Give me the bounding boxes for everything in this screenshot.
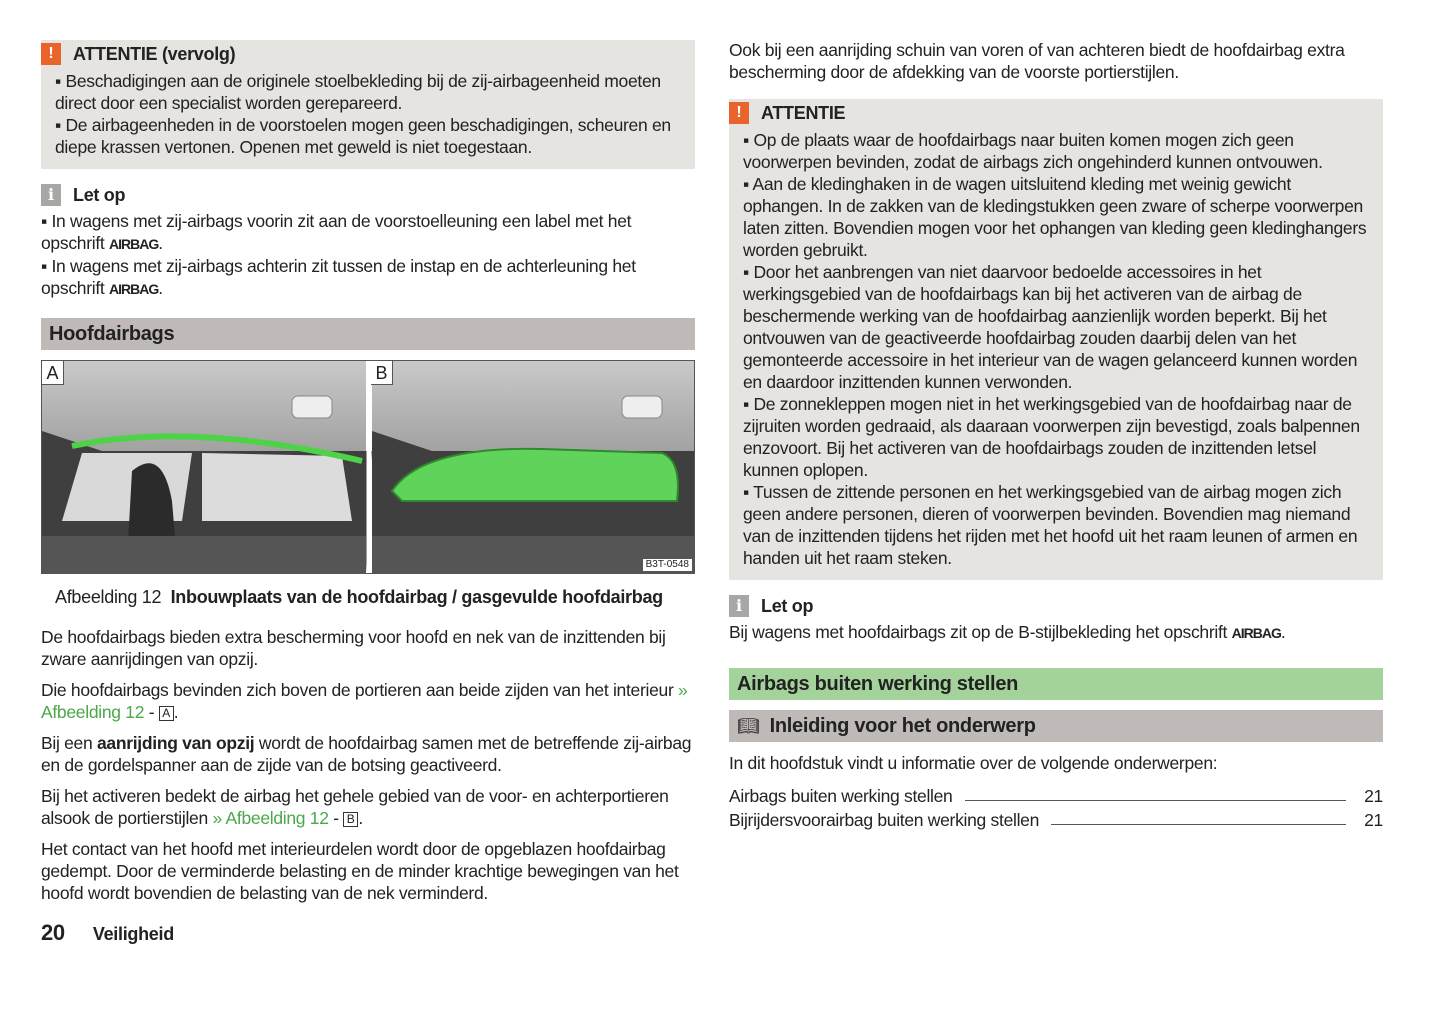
paragraph: Het contact van het hoofd met interieurdelen wordt door de opgeblazen hoofdairbag gedempt. Door de verminderde belasting en de minder krachtige bewegingen van het hoofd wordt bovendien de belasting van de nek verminderd. (41, 839, 679, 903)
punct: . (1280, 622, 1286, 642)
exclamation-icon: ! (729, 102, 749, 124)
warning-item: Door het aanbrengen van niet daarvoor bedoelde accessoires in het werkingsgebied van de hoofdairbags kan bij het activeren van de airbag de beschermende werking van de hoofdairbag aanzienlijk worden beperkt. Bij het ontvouwen van de geactiveerde hoofdairbag zouden daarbij delen van het gemonteerde accessoire in het interieur van de wagen gelanceerd kunnen worden en daardoor inzittenden kunnen verwonden. (743, 262, 1358, 392)
toc-page: 21 (1364, 786, 1383, 806)
toc-leader (1051, 824, 1346, 825)
figure-code: B3T-0548 (643, 559, 692, 571)
text: . (173, 702, 179, 722)
subsection-label: Inleiding voor het onderwerp (769, 715, 1036, 737)
figure-link[interactable]: » Afbeelding 12 (212, 808, 329, 828)
figure-12 (41, 360, 695, 574)
page-footer (41, 922, 695, 945)
section-title-hoofdairbags: Hoofdairbags (41, 318, 695, 350)
left-column (41, 40, 695, 945)
toc-entry[interactable] (729, 807, 1383, 831)
figure-link[interactable]: » Afbeelding 12 (41, 680, 688, 722)
note-text: Bij wagens met hoofdairbags zit op de B-stijlbekleding het opschrift (729, 622, 1232, 642)
airbag-label: AIRBAG (109, 236, 159, 252)
note-box: i Let op ▪ In wagens met zij-airbags voorin zit aan de voorstoelleuning een label met het opschrift AIRBAG. ▪ In wagens met zij-airbags achterin zit tussen de instap en de achterleuning het opschrift AIRBAG. (41, 185, 636, 298)
text: . (358, 808, 363, 828)
caption-prefix: Afbeelding 12 (55, 587, 162, 607)
airbag-label: AIRBAG (1231, 625, 1281, 641)
note-item: In wagens met zij-airbags achterin zit tussen de instap en de achterleuning het opschrift (41, 256, 636, 298)
warning-box: ! ATTENTIE (vervolg) ▪ Beschadigingen aan de originele stoelbekleding bij de zij-airbageenheid moeten direct door een specialist worden gerepareerd. ▪ De airbageenheden in de voorstoelen mogen geen beschadigingen, scheuren en diepe krassen vertonen. Openen met geweld is niet toegestaan. (41, 40, 695, 169)
note-title: Let op (761, 596, 814, 616)
text: Bij het activeren bedekt de airbag het gehele gebied van de voor- en achterportieren alsook de portierstijlen (41, 786, 669, 828)
note-item: In wagens met zij-airbags voorin zit aan de voorstoelleuning een label met het opschrift (41, 211, 632, 253)
paragraph: De hoofdairbags bieden extra bescherming voor hoofd en nek van de inzittenden bij zware aanrijdingen van opzij. (41, 627, 666, 669)
warning-item: De zonnekleppen mogen niet in het werkingsgebied van de hoofdairbag naar de zijruiten worden gedraaid, als daaraan voorwerpen zijn bevestigd, zoals balpennen enzovoort. Bij het activeren van de hoofdairbags zouden de inzittenden letsel kunnen oplopen. (743, 394, 1360, 480)
note-box (729, 594, 1383, 644)
panel-b-label: B (371, 361, 393, 385)
toc-intro: In dit hoofdstuk vindt u informatie over de volgende onderwerpen: (729, 753, 1218, 773)
right-column (729, 39, 1383, 831)
text: Bij een (41, 733, 97, 753)
caption-title: Inbouwplaats van de hoofdairbag / gasgevulde hoofdairbag (170, 587, 663, 607)
warning-item: Tussen de zittende personen en het werkingsgebied van de airbag mogen zich geen andere personen, dieren of voorwerpen bevinden. Bovendien mag niemand van de inzittenden tijdens het rijden met het hoofd uit het raam leunen of armen en handen uit het raam steken. (743, 482, 1358, 568)
toc-entry[interactable] (729, 783, 1383, 807)
airbag-illustration (42, 361, 694, 573)
warning-item: Aan de kledinghaken in de wagen uitsluitend kleding met weinig gewicht ophangen. In de zakken van de kledingstukken geen zware of scherpe voorwerpen laten zitten. Bovendien mogen voor het ophangen van kleding geen kledinghangers worden gebruikt. (743, 174, 1367, 260)
warning-title: ATTENTIE (761, 103, 846, 123)
toc-leader (965, 800, 1347, 801)
text: - (144, 702, 159, 722)
panel-ref: A (159, 706, 174, 721)
panel-b-image (372, 361, 694, 573)
intro-paragraph: Ook bij een aanrijding schuin van voren of van achteren biedt de hoofdairbag extra bescherming door de afdekking van de voorste portierstijlen. (729, 40, 1345, 82)
page-number: 20 (41, 920, 65, 945)
panel-a-label: A (42, 361, 64, 385)
panel-ref: B (343, 812, 358, 827)
warning-item: Op de plaats waar de hoofdairbags naar buiten komen mogen zich geen voorwerpen bevinden, zodat de airbags zich ongehinderd kunnen ontvouwen. (743, 130, 1323, 172)
toc-label: Airbags buiten werking stellen (729, 786, 953, 806)
info-icon: i (729, 595, 749, 617)
section-title-airbags-buiten-werking: Airbags buiten werking stellen (729, 668, 1383, 700)
paragraph (41, 785, 695, 829)
warning-box: ! ATTENTIE ▪ Op de plaats waar de hoofdairbags naar buiten komen mogen zich geen voorwerpen bevinden, zodat de airbags zich ongehinderd kunnen ontvouwen. ▪ Aan de kledinghaken in de wagen uitsluitend kleding met weinig gewicht ophangen. In de zakken van de kledingstukken geen zware of scherpe voorwerpen laten zitten. Bovendien mogen voor het ophangen van kleding geen kledinghangers worden gebruikt. ▪ Door het aanbrengen van niet daarvoor bedoelde accessoires in het werkingsgebied van de hoofdairbags kan bij het activeren van de airbag de beschermende werking van de hoofdairbag aanzienlijk worden beperkt. Bij het ontvouwen van de geactiveerde hoofdairbag zouden daarbij delen van het gemonteerde accessoire in het interieur van de wagen gelanceerd kunnen worden en daardoor inzittenden kunnen verwonden. ▪ De zonnekleppen mogen niet in het werkingsgebied van de hoofdairbag naar de zijruiten worden gedraaid, als daaraan voorwerpen zijn bevestigd, zoals balpennen enzovoort. Bij het activeren van de hoofdairbags zouden de inzittenden letsel kunnen oplopen. ▪ Tussen de zittende personen en het werkingsgebied van de airbag mogen zich geen andere personen, dieren of voorwerpen bevinden. Bovendien mag niemand van de inzittenden tijdens het rijden met het hoofd uit het raam leunen of armen en handen uit het raam steken. (729, 99, 1383, 580)
chapter-name: Veiligheid (92, 924, 174, 944)
subsection-title (729, 710, 1383, 742)
punct: . (158, 278, 163, 298)
warning-title: ATTENTIE (vervolg) (73, 44, 236, 64)
figure-caption (41, 574, 695, 620)
toc-page: 21 (1364, 810, 1383, 830)
paragraph (41, 679, 695, 723)
text: wordt de hoofdairbag samen met de betreffende zij-airbag en de gordelspanner aan de zijde van de botsing geactiveerd. (41, 733, 692, 775)
paragraph (41, 732, 695, 776)
punct: . (158, 233, 163, 253)
airbag-label: AIRBAG (109, 281, 159, 297)
toc-label: Bijrijdersvoorairbag buiten werking stellen (729, 810, 1040, 830)
text: Die hoofdairbags bevinden zich boven de portieren aan beide zijden van het interieur (41, 680, 679, 700)
text: - (328, 808, 344, 828)
info-icon: i (41, 184, 61, 206)
panel-a-image (42, 361, 372, 573)
bold-text: aanrijding van opzij (96, 733, 255, 753)
warning-item: Beschadigingen aan de originele stoelbekleding bij de zij-airbageenheid moeten direct door een specialist worden gerepareerd. (55, 71, 661, 113)
book-icon: 📖︎ (737, 716, 760, 736)
exclamation-icon: ! (41, 43, 61, 65)
note-title: Let op (73, 185, 126, 205)
warning-item: De airbageenheden in de voorstoelen mogen geen beschadigingen, scheuren en diepe krassen vertonen. Openen met geweld is niet toegestaan. (55, 115, 671, 157)
